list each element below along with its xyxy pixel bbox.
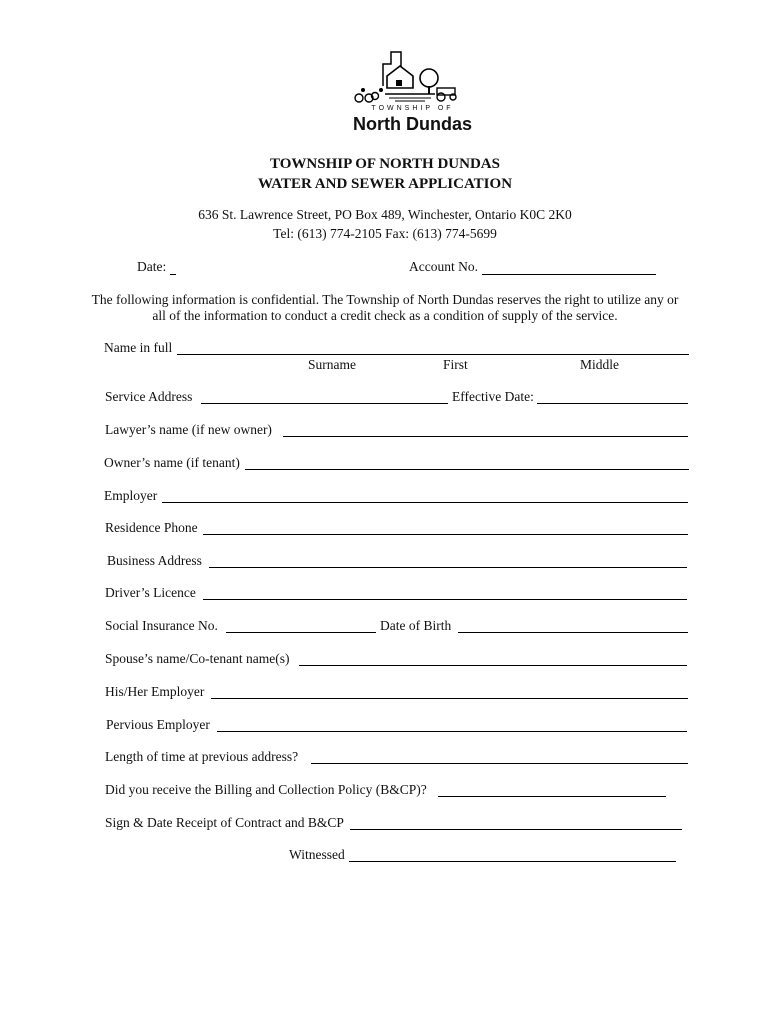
sign-date-label: Sign & Date Receipt of Contract and B&CP [105, 815, 344, 830]
logo-name: North Dundas [353, 114, 472, 134]
sin-label: Social Insurance No. [105, 618, 218, 633]
service-address-field[interactable] [201, 403, 448, 404]
spouse-name-field[interactable] [299, 665, 687, 666]
spouse-name-label: Spouse’s name/Co-tenant name(s) [105, 651, 290, 666]
owners-name-label: Owner’s name (if tenant) [104, 455, 240, 470]
logo-township-of: TOWNSHIP OF [371, 105, 454, 112]
his-her-employer-label: His/Her Employer [105, 684, 205, 699]
name-in-full-field[interactable] [177, 354, 689, 355]
confidential-notice-line2: all of the information to conduct a credit check as a condition of supply of the service. [152, 308, 618, 323]
first-caption: First [443, 357, 468, 372]
date-field[interactable] [170, 274, 176, 275]
witnessed-field[interactable] [349, 861, 676, 862]
owners-name-field[interactable] [245, 469, 689, 470]
previous-employer-field[interactable] [217, 731, 687, 732]
employer-field[interactable] [162, 502, 688, 503]
lawyers-name-label: Lawyer’s name (if new owner) [105, 422, 272, 437]
drivers-licence-field[interactable] [203, 599, 687, 600]
length-of-time-label: Length of time at previous address? [105, 749, 299, 764]
township-logo-graphic-icon [345, 44, 480, 106]
business-address-label: Business Address [107, 553, 202, 568]
township-logo [345, 44, 480, 148]
employer-label: Employer [104, 488, 158, 503]
residence-phone-label: Residence Phone [105, 520, 198, 535]
lawyers-name-field[interactable] [283, 436, 688, 437]
his-her-employer-field[interactable] [211, 698, 688, 699]
bcp-policy-field[interactable] [438, 796, 666, 797]
name-in-full-label: Name in full [104, 340, 173, 355]
sign-date-field[interactable] [350, 829, 682, 830]
date-label: Date: [137, 259, 167, 274]
effective-date-label: Effective Date: [452, 389, 534, 404]
date-of-birth-label: Date of Birth [380, 618, 452, 633]
office-address: 636 St. Lawrence Street, PO Box 489, Winchester, Ontario K0C 2K0 [198, 207, 572, 222]
bcp-policy-label: Did you receive the Billing and Collection Policy (B&CP)? [105, 782, 427, 797]
effective-date-field[interactable] [537, 403, 688, 404]
form-title-line1: TOWNSHIP OF NORTH DUNDAS [270, 156, 500, 172]
office-phone: Tel: (613) 774-2105 Fax: (613) 774-5699 [273, 226, 497, 241]
previous-employer-label: Pervious Employer [106, 717, 210, 732]
witnessed-label: Witnessed [289, 847, 345, 862]
residence-phone-field[interactable] [203, 534, 688, 535]
form-title-line2: WATER AND SEWER APPLICATION [257, 176, 513, 192]
drivers-licence-label: Driver’s Licence [105, 585, 196, 600]
service-address-label: Service Address [105, 389, 193, 404]
account-label: Account No. [409, 259, 478, 274]
surname-caption: Surname [308, 357, 356, 372]
length-of-time-field[interactable] [311, 763, 688, 764]
sin-field[interactable] [226, 632, 376, 633]
account-field[interactable] [482, 274, 656, 275]
date-of-birth-field[interactable] [458, 632, 688, 633]
middle-caption: Middle [580, 357, 619, 372]
confidential-notice-line1: The following information is confidential. The Township of North Dundas reserves the right to utilize any or [91, 292, 679, 307]
business-address-field[interactable] [209, 567, 687, 568]
